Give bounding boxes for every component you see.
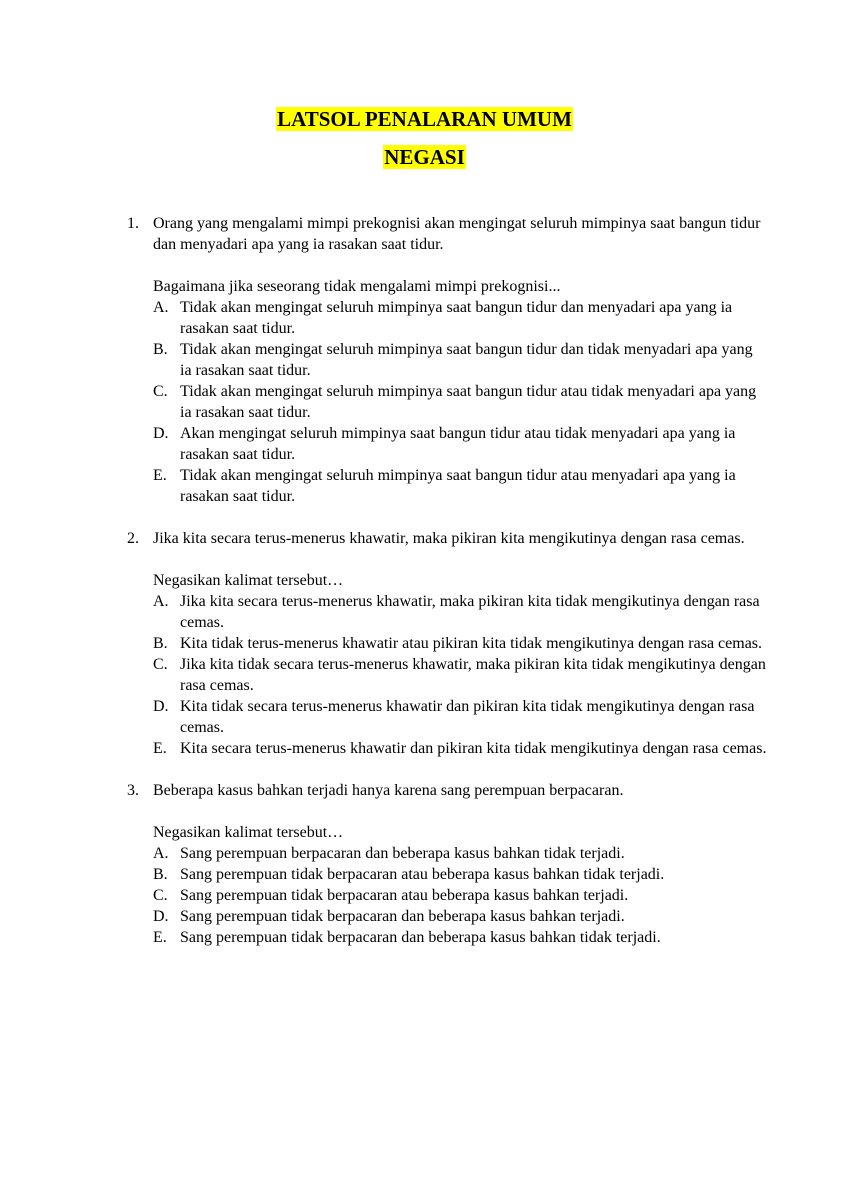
answer-options (127, 843, 767, 948)
option-letter: B. (153, 635, 168, 652)
question-stem: Beberapa kasus bahkan terjadi hanya karena sang perempuan berpacaran. (153, 782, 624, 799)
question-1 (127, 213, 767, 507)
question-2 (127, 528, 767, 759)
option-text: Tidak akan mengingat seluruh mimpinya saat bangun tidur atau tidak menyadari apa yang ia rasakan saat tidur. (180, 383, 757, 421)
answer-options (127, 297, 767, 507)
answer-option-d[interactable] (153, 696, 767, 738)
answer-option-c[interactable] (153, 381, 767, 423)
answer-option-b[interactable] (153, 864, 767, 885)
option-letter: C. (153, 887, 168, 904)
option-letter: D. (153, 908, 169, 925)
answer-option-a[interactable] (153, 591, 767, 633)
answer-option-a[interactable] (153, 297, 767, 339)
question-list (127, 213, 767, 969)
answer-options (127, 591, 767, 759)
answer-option-e[interactable] (153, 738, 767, 759)
option-letter: C. (153, 656, 168, 673)
option-letter: B. (153, 341, 168, 358)
answer-option-b[interactable] (153, 339, 767, 381)
option-text: Sang perempuan tidak berpacaran atau beberapa kasus bahkan tidak terjadi. (180, 866, 665, 883)
question-3 (127, 780, 767, 948)
question-stem: Jika kita secara terus-menerus khawatir, maka pikiran kita mengikutinya dengan rasa cemas. (153, 530, 745, 547)
title-line-1 (0, 104, 849, 142)
option-letter: A. (153, 299, 169, 316)
title-line-2 (0, 142, 849, 180)
page-title: LATSOL PENALARAN UMUM (277, 107, 572, 131)
option-text: Tidak akan mengingat seluruh mimpinya saat bangun tidur dan menyadari apa yang ia rasakan saat tidur. (180, 299, 733, 337)
option-text: Tidak akan mengingat seluruh mimpinya saat bangun tidur atau menyadari apa yang ia rasakan saat tidur. (180, 467, 736, 505)
option-text: Sang perempuan tidak berpacaran dan beberapa kasus bahkan terjadi. (180, 908, 625, 925)
question-prompt: Bagaimana jika seseorang tidak mengalami mimpi prekognisi... (153, 278, 561, 295)
answer-option-e[interactable] (153, 927, 767, 948)
question-number: 3. (127, 782, 139, 799)
answer-option-e[interactable] (153, 465, 767, 507)
option-text: Kita tidak terus-menerus khawatir atau pikiran kita tidak mengikutinya dengan rasa cemas. (180, 635, 763, 652)
answer-option-b[interactable] (153, 633, 767, 654)
option-letter: C. (153, 383, 168, 400)
option-text: Akan mengingat seluruh mimpinya saat bangun tidur atau tidak menyadari apa yang ia rasakan saat tidur. (180, 425, 736, 463)
option-text: Jika kita tidak secara terus-menerus khawatir, maka pikiran kita tidak mengikutinya dengan rasa cemas. (180, 656, 766, 694)
question-number: 1. (127, 215, 139, 232)
option-text: Sang perempuan tidak berpacaran dan beberapa kasus bahkan tidak terjadi. (180, 929, 661, 946)
option-letter: E. (153, 467, 167, 484)
option-text: Sang perempuan berpacaran dan beberapa kasus bahkan tidak terjadi. (180, 845, 625, 862)
option-letter: A. (153, 593, 169, 610)
question-stem: Orang yang mengalami mimpi prekognisi akan mengingat seluruh mimpinya saat bangun tidur dan menyadari apa yang ia rasakan saat tidur. (153, 215, 761, 253)
answer-option-d[interactable] (153, 423, 767, 465)
answer-option-c[interactable] (153, 654, 767, 696)
question-prompt: Negasikan kalimat tersebut… (153, 824, 344, 841)
page-subtitle: NEGASI (384, 145, 465, 169)
option-letter: D. (153, 425, 169, 442)
option-text: Kita secara terus-menerus khawatir dan pikiran kita tidak mengikutinya dengan rasa cemas. (180, 740, 767, 757)
question-number: 2. (127, 530, 139, 547)
option-letter: B. (153, 866, 168, 883)
option-letter: E. (153, 740, 167, 757)
answer-option-d[interactable] (153, 906, 767, 927)
option-text: Kita tidak secara terus-menerus khawatir dan pikiran kita tidak mengikutinya dengan rasa cemas. (180, 698, 755, 736)
option-letter: E. (153, 929, 167, 946)
question-prompt: Negasikan kalimat tersebut… (153, 572, 344, 589)
option-letter: D. (153, 698, 169, 715)
answer-option-a[interactable] (153, 843, 767, 864)
option-text: Sang perempuan tidak berpacaran atau beberapa kasus bahkan terjadi. (180, 887, 629, 904)
option-text: Jika kita secara terus-menerus khawatir, maka pikiran kita tidak mengikutinya dengan rasa cemas. (180, 593, 760, 631)
title-block (0, 104, 849, 180)
answer-option-c[interactable] (153, 885, 767, 906)
option-text: Tidak akan mengingat seluruh mimpinya saat bangun tidur dan tidak menyadari apa yang ia rasakan saat tidur. (180, 341, 753, 379)
option-letter: A. (153, 845, 169, 862)
